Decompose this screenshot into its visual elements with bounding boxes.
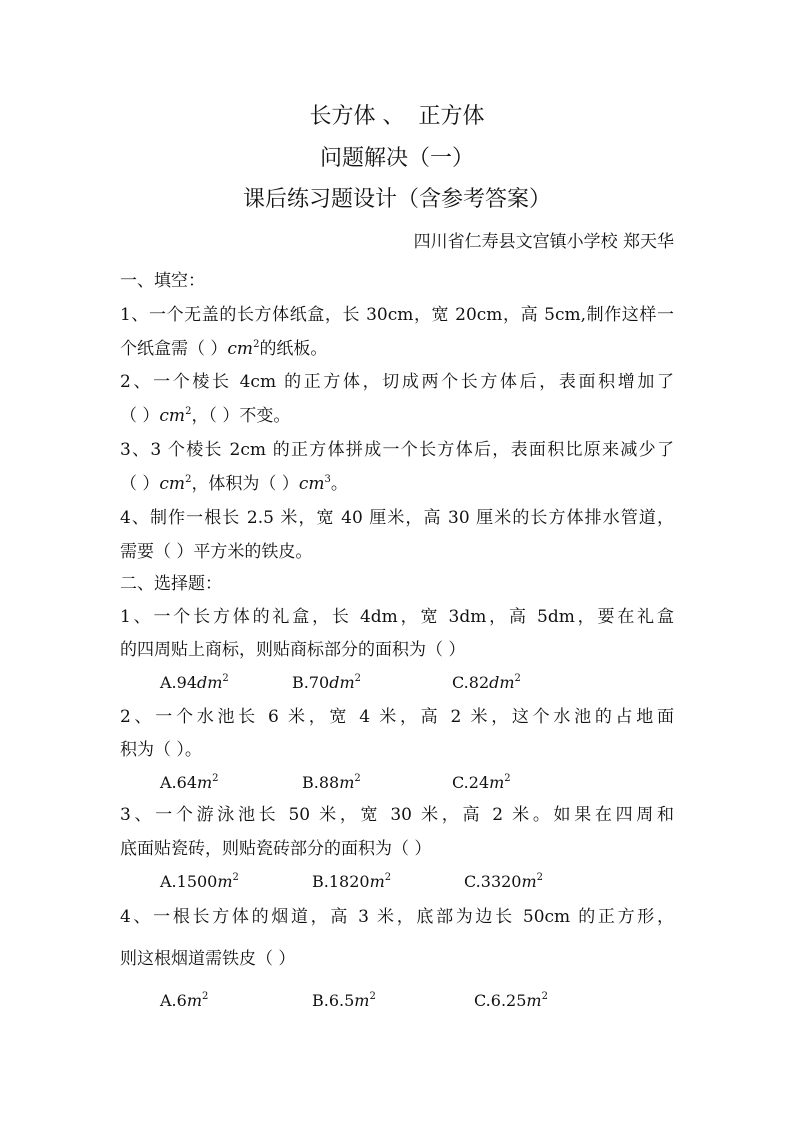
fill-q2-exponent: 2	[185, 406, 192, 417]
option-unit: m	[521, 872, 537, 891]
option-exponent: 2	[212, 773, 219, 784]
option-exponent: 2	[232, 872, 239, 883]
author-line: 四川省仁寿县文宫镇小学校 郑天华	[413, 232, 674, 252]
option-label: C.82	[452, 673, 490, 692]
option-exponent: 2	[354, 773, 361, 784]
choice-q2-option-c	[452, 771, 511, 795]
fill-section-heading: 一、填空：	[120, 271, 205, 291]
choice-q1-option-a	[160, 671, 229, 695]
option-label: B.70	[292, 673, 330, 692]
fill-q3-line-1: 3、3 个棱长 2cm 的正方体拼成一个长方体后，表面积比原来减少了	[120, 440, 674, 460]
option-exponent: 2	[354, 673, 361, 684]
option-exponent: 2	[504, 773, 511, 784]
fill-q3-text-b: ，体积为（ ）	[191, 474, 299, 494]
choice-q4-option-c	[474, 989, 548, 1013]
option-exponent: 2	[384, 872, 392, 883]
choice-q3-option-b	[312, 870, 391, 894]
fill-q3-exponent-2: 3	[324, 474, 331, 485]
title-line-1: 长方体 、 正方体	[309, 104, 485, 129]
option-label: A.1500	[160, 872, 218, 891]
fill-q3-unit-1: cm	[159, 474, 186, 494]
choice-q3-line-2: 底面贴瓷砖，则贴瓷砖部分的面积为（ ）	[120, 839, 432, 859]
option-label: A.64	[160, 773, 197, 792]
option-exponent: 2	[541, 991, 548, 1002]
choice-q3-line-1: 3、一个游泳池长 50 米，宽 30 米，高 2 米。如果在四周和	[120, 805, 674, 825]
option-label: B.6.5	[312, 991, 355, 1010]
fill-q3-exponent-1: 2	[185, 474, 192, 485]
fill-q1-text-a: 个纸盒需（ ）	[120, 339, 228, 359]
option-label: C.6.25	[474, 991, 527, 1010]
option-exponent: 2	[514, 673, 521, 684]
fill-q3-text-c: 。	[330, 474, 348, 494]
fill-q2-line-1: 2、一个棱长 4cm 的正方体，切成两个长方体后，表面积增加了	[120, 372, 674, 392]
option-label: A.94	[160, 673, 197, 692]
title-line-3: 课后练习题设计（含参考答案）	[242, 187, 551, 212]
option-exponent: 2	[202, 991, 209, 1002]
fill-q4-line-1: 4、制作一根长 2.5 米，宽 40 厘米，高 30 厘米的长方体排水管道，	[120, 508, 674, 528]
fill-q3-line-2	[120, 471, 348, 497]
option-exponent: 2	[536, 872, 544, 883]
fill-q3-text-a: （ ）	[120, 474, 160, 494]
option-unit: m	[369, 872, 385, 891]
choice-q4-line-1: 4、一根长方体的烟道，高 3 米，底部为边长 50cm 的正方形，	[120, 907, 674, 927]
option-label: B.88	[302, 773, 340, 792]
option-unit: m	[197, 773, 213, 792]
choice-q1-line-2: 的四周贴上商标，则贴商标部分的面积为（ ）	[120, 640, 466, 660]
option-unit: m	[489, 773, 505, 792]
option-exponent: 2	[369, 991, 376, 1002]
option-unit: m	[217, 872, 233, 891]
option-unit: dm	[489, 673, 515, 692]
choice-q4-option-b	[312, 989, 376, 1013]
choice-q4-line-2: 则这根烟道需铁皮（ ）	[120, 949, 296, 969]
choice-q2-option-a	[160, 771, 219, 795]
option-exponent: 2	[222, 673, 229, 684]
option-label: A.6	[160, 991, 187, 1010]
fill-q1-unit: cm	[227, 339, 254, 359]
option-unit: m	[186, 991, 202, 1010]
fill-q2-line-2	[120, 403, 290, 429]
option-label: B.1820	[312, 872, 370, 891]
option-label: C.24	[452, 773, 490, 792]
fill-q1-line-2	[120, 336, 327, 362]
option-unit: m	[354, 991, 370, 1010]
choice-q2-line-2: 积为（ ）。	[120, 740, 202, 760]
title-line-2: 问题解决（一）	[319, 146, 474, 171]
fill-q2-text-a: （ ）	[120, 406, 160, 426]
choice-q2-option-b	[302, 771, 361, 795]
choice-q3-option-c	[464, 870, 543, 894]
choice-section-heading: 二、选择题：	[120, 574, 222, 594]
fill-q2-unit: cm	[159, 406, 186, 426]
fill-q1-exponent: 2	[253, 339, 260, 350]
fill-q3-unit-2: cm	[298, 474, 325, 494]
option-unit: dm	[197, 673, 223, 692]
choice-q4-option-a	[160, 989, 208, 1013]
fill-q1-line-1: 1、一个无盖的长方体纸盒，长 30cm，宽 20cm，高 5cm,制作这样一	[120, 305, 674, 325]
choice-q2-line-1: 2、一个水池长 6 米，宽 4 米，高 2 米，这个水池的占地面	[120, 707, 674, 727]
fill-q4-line-2: 需要（ ）平方米的铁皮。	[120, 542, 313, 562]
option-label: C.3320	[464, 872, 522, 891]
option-unit: dm	[329, 673, 355, 692]
option-unit: m	[526, 991, 542, 1010]
fill-q1-text-b: 的纸板。	[259, 339, 328, 359]
fill-q2-text-b: ，（ ）不变。	[191, 406, 291, 426]
choice-q3-option-a	[160, 870, 239, 894]
option-unit: m	[339, 773, 355, 792]
choice-q1-option-b	[292, 671, 361, 695]
choice-q1-line-1: 1、一个长方体的礼盒，长 4dm，宽 3dm，高 5dm，要在礼盒	[120, 607, 674, 627]
choice-q1-option-c	[452, 671, 521, 695]
